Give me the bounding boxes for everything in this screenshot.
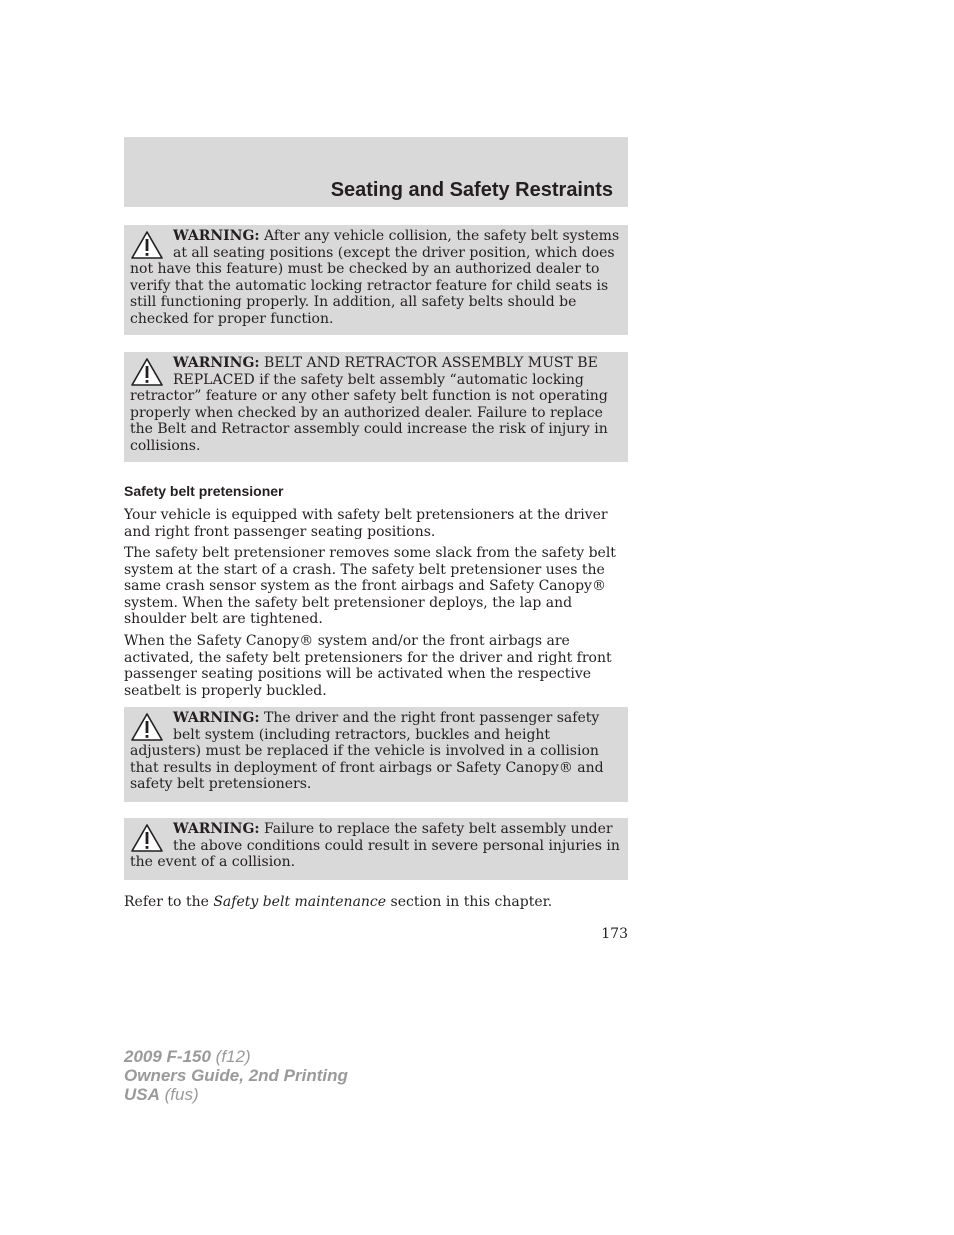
warning-text: After any vehicle collision, the safety belt systems at all seating positions (except the driver position, which does not have this feature) must be checked by an authorized dealer to verify that the automatic locking retractor feature for child seats is still functioning properly. In addition, all safety belts should be checked for proper function.: [130, 228, 620, 327]
footer-model-code: (f12): [210, 1047, 251, 1066]
footer-line-3: [124, 1085, 348, 1104]
warning-text: BELT AND RETRACTOR ASSEMBLY MUST BE REPLACED if the safety belt assembly “automatic locking retractor” feature or any other safety belt function is not operating properly when checked by an authorized dealer. Failure to replace the Belt and Retractor assembly could increase the risk of injury in collisions.: [130, 355, 608, 454]
warning-triangle-icon: [130, 823, 164, 853]
refer-text-after: section in this chapter.: [386, 894, 553, 910]
warning-triangle-icon: [130, 357, 164, 387]
section-heading: Safety belt pretensioner: [124, 483, 284, 499]
paragraph-1: Your vehicle is equipped with safety belt pretensioners at the driver and right front passenger seating positions.: [124, 507, 608, 540]
warning-box-3: [124, 707, 628, 802]
refer-paragraph: [124, 894, 628, 911]
warning-label: WARNING:: [173, 821, 260, 837]
warning-label: WARNING:: [173, 228, 260, 244]
warning-text: The driver and the right front passenger safety belt system (including retractors, buckles and height adjusters) must be replaced if the vehicle is involved in a collision that results in deployment of front airbags or Safety Canopy® and safety belt pretensioners.: [130, 710, 604, 793]
warning-triangle-icon: [130, 712, 164, 742]
footer-market: USA: [124, 1085, 160, 1104]
warning-text: Failure to replace the safety belt assembly under the above conditions could result in severe personal injuries in the event of a collision.: [130, 821, 620, 871]
paragraph-3: When the Safety Canopy® system and/or the front airbags are activated, the safety belt pretensioners for the driver and right front passenger seating positions will be activated when the respective seatbelt is properly buckled.: [124, 633, 612, 699]
warning-box-1: [124, 225, 628, 335]
refer-text-before: Refer to the: [124, 894, 214, 910]
warning-label: WARNING:: [173, 355, 260, 371]
warning-triangle-icon: [130, 230, 164, 260]
page-number: 173: [601, 926, 628, 942]
paragraph-2: The safety belt pretensioner removes some slack from the safety belt system at the start of a crash. The safety belt pretensioner uses the same crash sensor system as the front airbags and Safety Canopy® system. When the safety belt pretensioner deploys, the lap and shoulder belt are tightened.: [124, 545, 616, 628]
footer-model: 2009 F-150: [124, 1047, 211, 1066]
warning-box-4: [124, 818, 628, 880]
footer-market-code: (fus): [159, 1085, 199, 1104]
footer-edition: Owners Guide, 2nd Printing: [124, 1066, 348, 1085]
chapter-header: [124, 137, 628, 207]
document-footer: [124, 1047, 348, 1104]
warning-label: WARNING:: [173, 710, 260, 726]
warning-box-2: [124, 352, 628, 462]
cross-reference: Safety belt maintenance: [213, 894, 387, 910]
chapter-title: Seating and Safety Restraints: [330, 179, 613, 201]
footer-line-2: [124, 1066, 348, 1085]
footer-line-1: [124, 1047, 348, 1066]
